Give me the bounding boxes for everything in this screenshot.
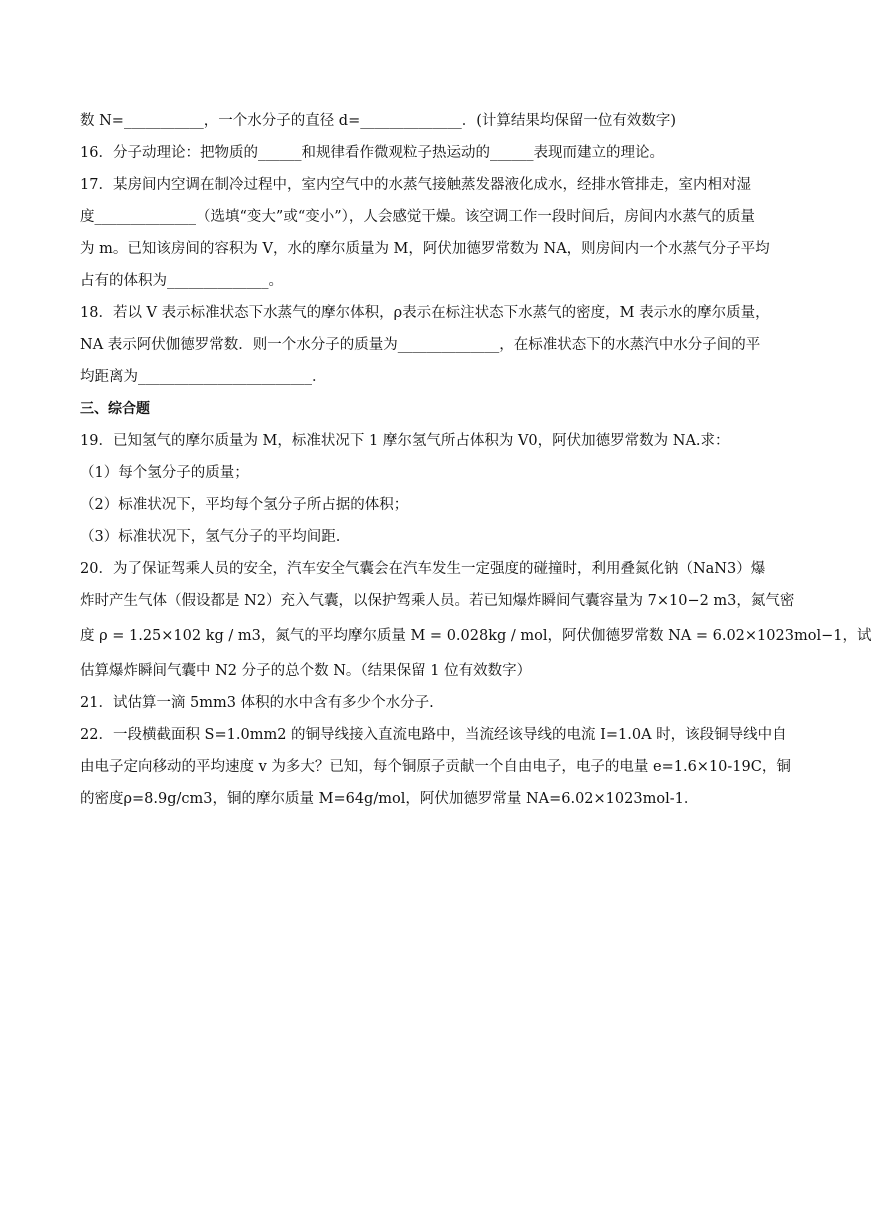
q22-line-1: 22．一段横截面积 S=1.0mm2 的铜导线接入直流电路中，当流经该导线的电流 I=1.0A 时，该段铜导线中自 — [80, 727, 787, 743]
q17-line-1: 17．某房间内空调在制冷过程中，室内空气中的水蒸气接触蒸发器液化成水，经排水管排走，室内相对湿 — [80, 177, 751, 193]
q20-line-3: 度 ρ = 1.25×102 kg / m3，氮气的平均摩尔质量 M = 0.028kg / mol，阿伏伽德罗常数 NA = 6.02×1023mol−1，试 — [80, 628, 871, 644]
q16-text: 16．分子动理论：把物质的______和规律看作微观粒子热运动的______表现而建立的理论。 — [80, 145, 664, 161]
q19-stem: 19．已知氢气的摩尔质量为 M，标准状况下 1 摩尔氢气所占体积为 V0，阿伏加德罗常数为 NA.求： — [80, 433, 730, 449]
q19-part-1: （1）每个氢分子的质量； — [80, 465, 249, 481]
q21-text: 21．试估算一滴 5mm3 体积的水中含有多少个水分子. — [80, 695, 434, 711]
q22-line-3: 的密度ρ=8.9g/cm3，铜的摩尔质量 M=64g/mol，阿伏加德罗常量 NA=6.02×1023mol-1． — [80, 791, 699, 807]
q18-line-3: 均距离为________________________． — [80, 369, 327, 385]
section-title-comprehensive: 三、综合题 — [80, 401, 150, 417]
q22-line-2: 由电子定向移动的平均速度 v 为多大？已知，每个铜原子贡献一个自由电子，电子的电量 e=1.6×10-19C，铜 — [80, 759, 791, 775]
q20-line-1: 20．为了保证驾乘人员的安全，汽车安全气囊会在汽车发生一定强度的碰撞时，利用叠氮化钠（NaN3）爆 — [80, 561, 766, 577]
document-page — [80, 108, 871, 813]
q20-line-4: 估算爆炸瞬间气囊中 N2 分子的总个数 N。（结果保留 1 位有效数字） — [80, 663, 532, 679]
q18-line-2: NA 表示阿伏伽德罗常数．则一个水分子的质量为______________，在标准状态下的水蒸汽中水分子间的平 — [80, 337, 761, 353]
q17-line-2: 度______________（选填“变大”或“变小”），人会感觉干燥。该空调工作一段时间后，房间内水蒸气的质量 — [80, 209, 755, 225]
q17-line-3: 为 m。已知该房间的容积为 V，水的摩尔质量为 M，阿伏加德罗常数为 NA，则房间内一个水蒸气分子平均 — [80, 241, 770, 257]
q19-part-3: （3）标准状况下，氢气分子的平均间距. — [80, 529, 341, 545]
q20-line-2: 炸时产生气体（假设都是 N2）充入气囊，以保护驾乘人员。若已知爆炸瞬间气囊容量为 7×10−2 m3，氮气密 — [80, 593, 795, 609]
q18-line-1: 18．若以 V 表示标准状态下水蒸气的摩尔体积，ρ表示在标注状态下水蒸气的密度，M 表示水的摩尔质量， — [80, 305, 770, 321]
q17-line-4: 占有的体积为______________。 — [80, 273, 283, 289]
q15-continuation: 数 N=___________，一个水分子的直径 d=______________．(计算结果均保留一位有效数字) — [80, 113, 677, 129]
q19-part-2: （2）标准状况下，平均每个氢分子所占据的体积； — [80, 497, 409, 513]
